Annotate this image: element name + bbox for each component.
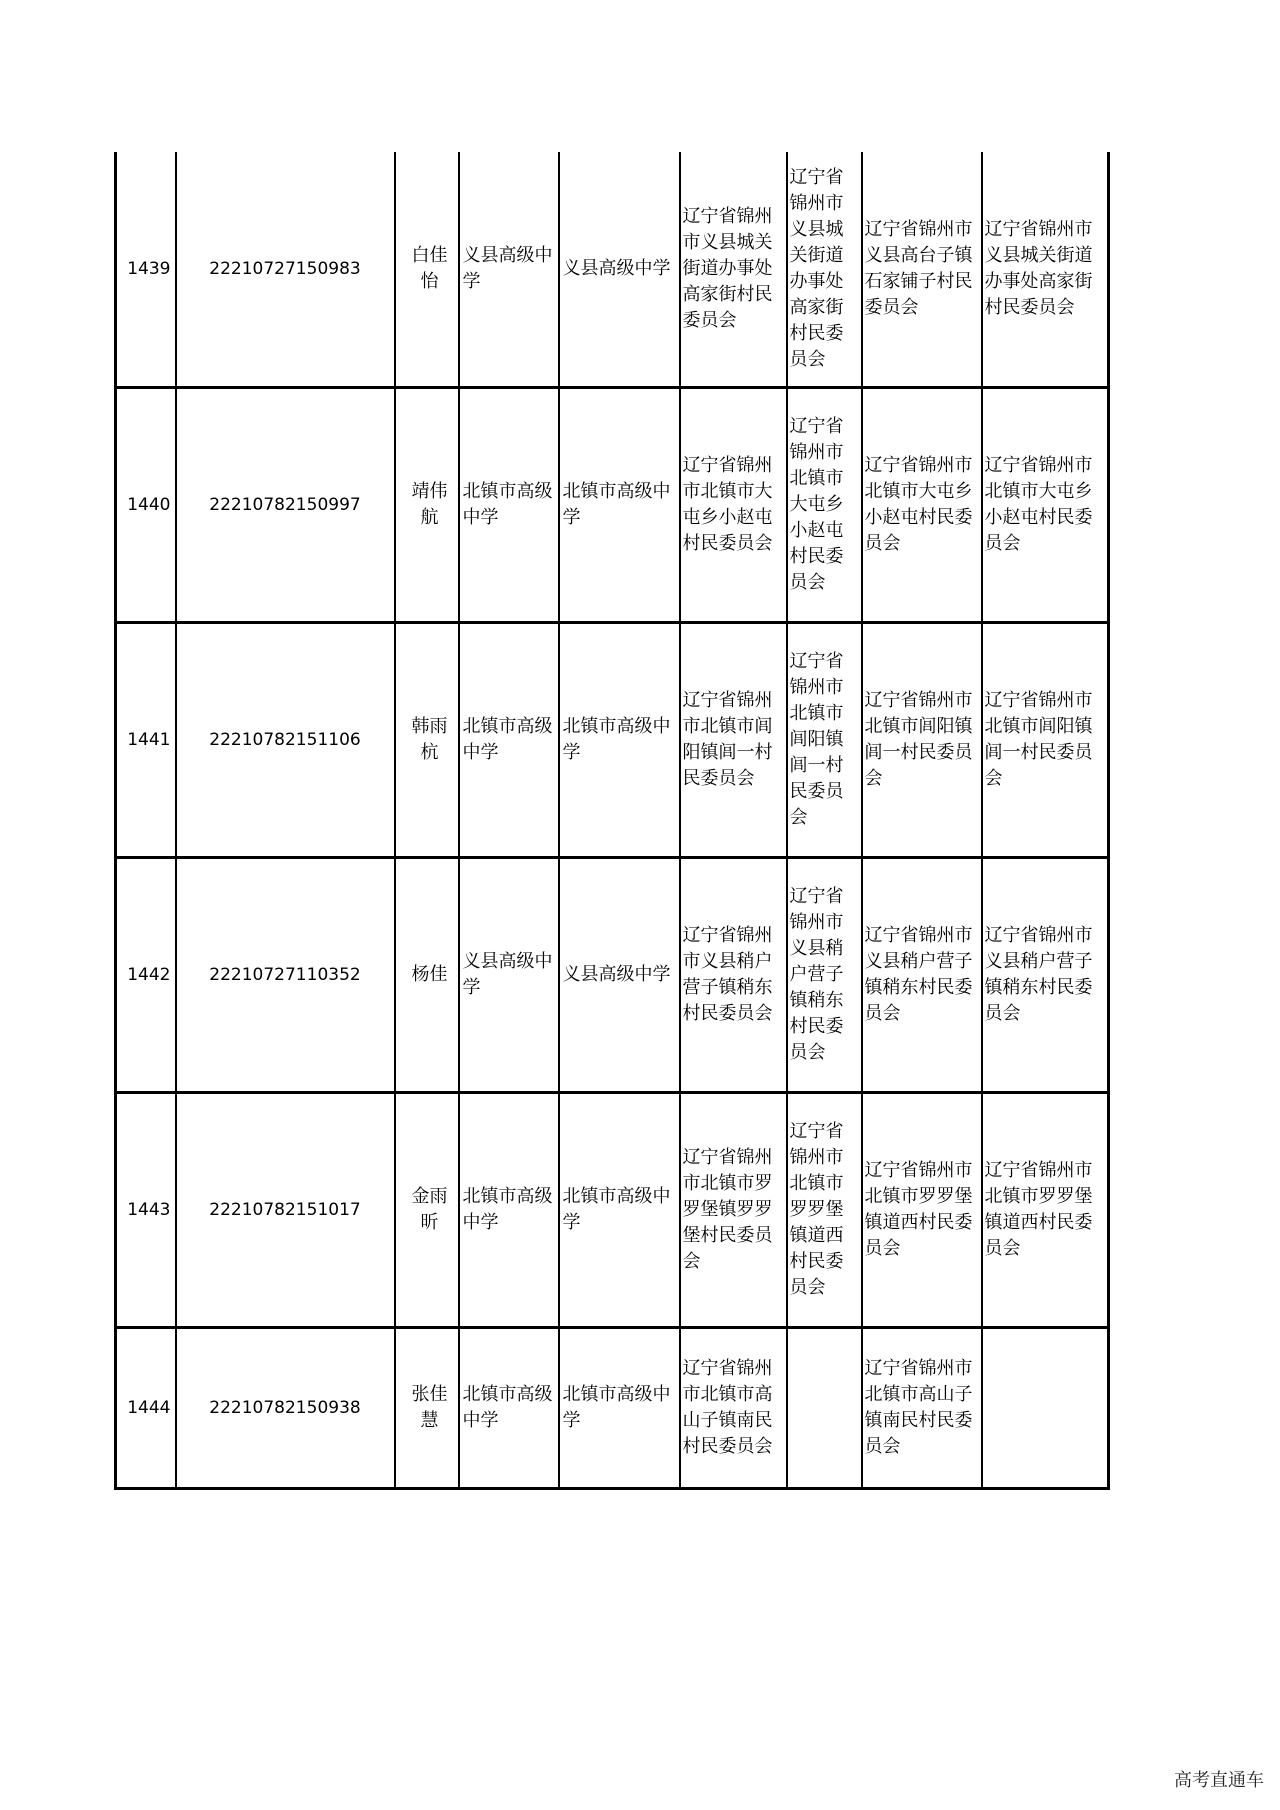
- cell-address-2: 辽宁省锦州市义县城关街道办事处高家街村民委员会: [787, 152, 862, 387]
- cell-address-1: 辽宁省锦州市北镇市闾阳镇闾一村民委员会: [680, 622, 787, 857]
- cell-number: 1439: [116, 152, 176, 387]
- cell-student-name: 韩雨杭: [395, 622, 459, 857]
- cell-address-4: [982, 1327, 1109, 1488]
- cell-school-2: 北镇市高级中学: [559, 1092, 680, 1327]
- cell-exam-id: 22210727150983: [176, 152, 395, 387]
- table-row: [116, 622, 1109, 857]
- cell-school: 义县高级中学: [459, 152, 559, 387]
- cell-address-2: [787, 1327, 862, 1488]
- cell-address-1: 辽宁省锦州市北镇市大屯乡小赵屯村民委员会: [680, 387, 787, 622]
- cell-address-4: 辽宁省锦州市北镇市罗罗堡镇道西村民委员会: [982, 1092, 1109, 1327]
- table-row: [116, 1092, 1109, 1327]
- table-row: [116, 387, 1109, 622]
- cell-address-3: 辽宁省锦州市北镇市大屯乡小赵屯村民委员会: [862, 387, 982, 622]
- cell-school-2: 北镇市高级中学: [559, 622, 680, 857]
- cell-address-3: 辽宁省锦州市义县高台子镇石家铺子村民委员会: [862, 152, 982, 387]
- cell-school: 北镇市高级中学: [459, 622, 559, 857]
- cell-address-4: 辽宁省锦州市义县城关街道办事处高家街村民委员会: [982, 152, 1109, 387]
- cell-address-1: 辽宁省锦州市北镇市高山子镇南民村民委员会: [680, 1327, 787, 1488]
- cell-address-1: 辽宁省锦州市北镇市罗罗堡镇罗罗堡村民委员会: [680, 1092, 787, 1327]
- watermark-text: 高考直通车: [1174, 1770, 1264, 1791]
- table-row: [116, 857, 1109, 1092]
- cell-address-4: 辽宁省锦州市北镇市大屯乡小赵屯村民委员会: [982, 387, 1109, 622]
- cell-address-4: 辽宁省锦州市义县稍户营子镇稍东村民委员会: [982, 857, 1109, 1092]
- cell-number: 1444: [116, 1327, 176, 1488]
- cell-exam-id: 22210782151017: [176, 1092, 395, 1327]
- cell-address-2: 辽宁省锦州市义县稍户营子镇稍东村民委员会: [787, 857, 862, 1092]
- cell-address-2: 辽宁省锦州市北镇市罗罗堡镇道西村民委员会: [787, 1092, 862, 1327]
- student-roster-table: [114, 152, 1110, 1490]
- table-row: [116, 152, 1109, 387]
- cell-school-2: 义县高级中学: [559, 152, 680, 387]
- cell-student-name: 金雨昕: [395, 1092, 459, 1327]
- cell-number: 1442: [116, 857, 176, 1092]
- cell-address-3: 辽宁省锦州市义县稍户营子镇稍东村民委员会: [862, 857, 982, 1092]
- cell-student-name: 白佳怡: [395, 152, 459, 387]
- cell-school-2: 北镇市高级中学: [559, 387, 680, 622]
- cell-school: 北镇市高级中学: [459, 1327, 559, 1488]
- cell-address-1: 辽宁省锦州市义县城关街道办事处高家街村民委员会: [680, 152, 787, 387]
- cell-address-3: 辽宁省锦州市北镇市高山子镇南民村民委员会: [862, 1327, 982, 1488]
- cell-number: 1443: [116, 1092, 176, 1327]
- table-row: [116, 1327, 1109, 1488]
- cell-number: 1440: [116, 387, 176, 622]
- cell-student-name: 杨佳: [395, 857, 459, 1092]
- cell-exam-id: 22210782151106: [176, 622, 395, 857]
- cell-student-name: 靖伟航: [395, 387, 459, 622]
- cell-address-1: 辽宁省锦州市义县稍户营子镇稍东村民委员会: [680, 857, 787, 1092]
- cell-student-name: 张佳慧: [395, 1327, 459, 1488]
- cell-address-3: 辽宁省锦州市北镇市罗罗堡镇道西村民委员会: [862, 1092, 982, 1327]
- cell-school: 北镇市高级中学: [459, 1092, 559, 1327]
- cell-exam-id: 22210782150997: [176, 387, 395, 622]
- cell-school-2: 义县高级中学: [559, 857, 680, 1092]
- cell-address-3: 辽宁省锦州市北镇市闾阳镇闾一村民委员会: [862, 622, 982, 857]
- cell-exam-id: 22210727110352: [176, 857, 395, 1092]
- cell-address-4: 辽宁省锦州市北镇市闾阳镇闾一村民委员会: [982, 622, 1109, 857]
- cell-address-2: 辽宁省锦州市北镇市闾阳镇闾一村民委员会: [787, 622, 862, 857]
- cell-school: 义县高级中学: [459, 857, 559, 1092]
- cell-school: 北镇市高级中学: [459, 387, 559, 622]
- roster-body: [116, 152, 1109, 1488]
- cell-school-2: 北镇市高级中学: [559, 1327, 680, 1488]
- cell-exam-id: 22210782150938: [176, 1327, 395, 1488]
- cell-address-2: 辽宁省锦州市北镇市大屯乡小赵屯村民委员会: [787, 387, 862, 622]
- cell-number: 1441: [116, 622, 176, 857]
